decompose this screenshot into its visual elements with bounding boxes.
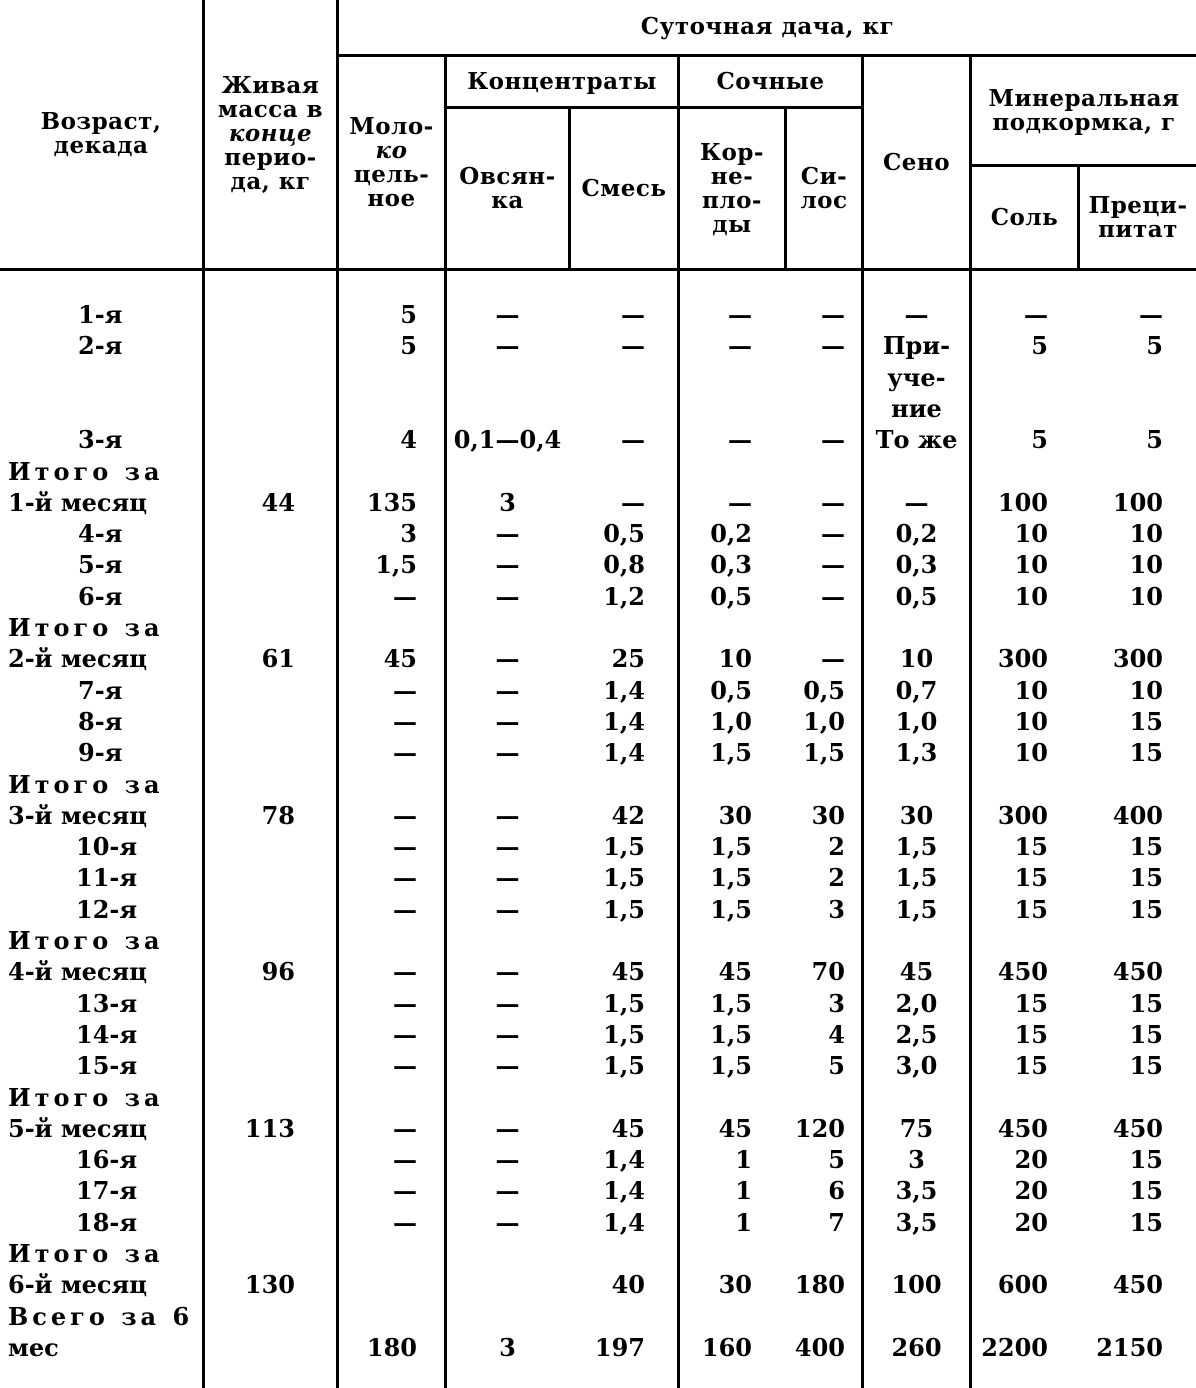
cell-oat: —: [495, 863, 520, 892]
cell-oat: —: [495, 676, 520, 705]
cell-precip: 450: [1112, 1270, 1163, 1299]
cell-milk: 1,5: [375, 550, 417, 579]
cell-silage: —: [821, 519, 845, 548]
cell-precip: 15: [1129, 895, 1163, 924]
cell-silage: 120: [794, 1114, 845, 1143]
row-label: 5-й месяц: [8, 1114, 148, 1143]
cell-hay: 0,7: [895, 676, 938, 705]
cell-salt: 5: [1031, 331, 1048, 360]
cell-mix: —: [621, 300, 645, 329]
cell-oat: —: [495, 895, 520, 924]
cell-milk: —: [393, 1114, 417, 1143]
cell-oat: 0,1—0,4: [453, 425, 562, 454]
cell-salt: 100: [997, 488, 1048, 517]
cell-hay: 3,5: [895, 1176, 938, 1205]
cell-hay: При-: [882, 331, 951, 360]
cell-hay: 0,3: [895, 550, 938, 579]
cell-milk: —: [393, 1051, 417, 1080]
cell-weight: 113: [244, 1114, 295, 1143]
row-label: Итого за: [8, 926, 164, 955]
cell-hay: 1,5: [895, 895, 938, 924]
cell-oat: —: [495, 644, 520, 673]
cell-precip: 400: [1112, 801, 1163, 830]
cell-weight: [205, 1333, 295, 1363]
cell-oat: —: [495, 801, 520, 830]
cell-silage: 1,0: [803, 707, 845, 736]
row-label: 6-й месяц: [8, 1270, 148, 1299]
cell-precip: 10: [1129, 550, 1163, 579]
cell-salt: 10: [1014, 550, 1048, 579]
cell-silage: 400: [794, 1333, 845, 1362]
cell-oat: —: [495, 300, 520, 329]
cell-roots: 30: [718, 801, 752, 830]
cell-milk: —: [393, 582, 417, 611]
cell-milk: —: [393, 832, 417, 861]
cell-roots: 1,5: [710, 863, 752, 892]
cell-hay: 3: [908, 1145, 925, 1174]
cell-salt: 300: [997, 801, 1048, 830]
header-daily: Суточная дача, кг: [640, 13, 895, 40]
cell-salt: 10: [1014, 582, 1048, 611]
cell-salt: 20: [1014, 1176, 1048, 1205]
cell-oat: 3: [499, 488, 516, 517]
cell-mix: 1,4: [603, 1176, 645, 1205]
cell-mix: 1,4: [603, 707, 645, 736]
cell-mix: 1,5: [603, 832, 645, 861]
cell-silage: —: [821, 550, 845, 579]
cell-hay: 10: [899, 644, 934, 673]
cell-oat: —: [495, 1051, 520, 1080]
cell-oat: —: [495, 519, 520, 548]
cell-milk: 180: [366, 1333, 417, 1362]
cell-milk: —: [393, 801, 417, 830]
cell-hay: 1,0: [895, 707, 938, 736]
cell-oat: —: [495, 1176, 520, 1205]
cell-salt: 20: [1014, 1145, 1048, 1174]
cell-mix: 40: [611, 1270, 645, 1299]
row-label: Всего за 6: [8, 1302, 194, 1331]
header-mix: Смесь: [581, 174, 667, 202]
row-label: 3-я: [78, 425, 123, 454]
cell-milk: 5: [400, 331, 417, 360]
cell-oat: —: [495, 707, 520, 736]
cell-hay: 1,5: [895, 863, 938, 892]
cell-roots: 1,5: [710, 1051, 752, 1080]
header-roots: Кор- не- пло- ды: [700, 138, 764, 238]
cell-salt: 600: [997, 1270, 1048, 1299]
cell-hay: —: [904, 488, 929, 517]
cell-roots: 0,5: [710, 582, 752, 611]
cell-oat: —: [495, 989, 520, 1018]
cell-silage: 2: [828, 832, 845, 861]
cell-salt: 10: [1014, 519, 1048, 548]
header-silage: Си- лос: [800, 162, 848, 214]
cell-roots: 1: [735, 1176, 752, 1205]
cell-mix: 1,4: [603, 738, 645, 767]
cell-mix: 1,4: [603, 676, 645, 705]
cell-salt: 5: [1031, 425, 1048, 454]
cell-milk: —: [393, 676, 417, 705]
row-label: Итого за: [8, 1083, 164, 1112]
row-label: мес: [8, 1333, 59, 1362]
cell-weight: 78: [261, 801, 295, 830]
row-label: 12-я: [76, 895, 138, 924]
cell-oat: —: [495, 738, 520, 767]
row-label: 14-я: [76, 1020, 138, 1049]
row-label: 15-я: [76, 1051, 138, 1080]
cell-silage: 7: [828, 1208, 845, 1237]
cell-hay: 3,0: [895, 1051, 938, 1080]
cell-hay: 1,3: [895, 738, 938, 767]
cell-roots: —: [728, 425, 752, 454]
cell-salt: 15: [1014, 989, 1048, 1018]
cell-mix: 1,5: [603, 989, 645, 1018]
row-label: 2-й месяц: [8, 644, 148, 673]
row-label: 3-й месяц: [8, 801, 148, 830]
row-label: 6-я: [78, 582, 123, 611]
row-label: Итого за: [8, 457, 164, 486]
header-milk: Моло- ко цель- ное: [349, 112, 434, 212]
cell-roots: 30: [718, 1270, 752, 1299]
cell-oat: —: [495, 331, 520, 360]
row-label: 1-я: [78, 300, 123, 329]
cell-hay: уче-: [887, 363, 946, 392]
cell-precip: 5: [1146, 331, 1163, 360]
cell-silage: 5: [828, 1051, 845, 1080]
cell-hay: 0,5: [895, 582, 938, 611]
row-label: Итого за: [8, 770, 164, 799]
cell-mix: —: [621, 331, 645, 360]
header-concentrates: Концентраты: [467, 67, 657, 95]
row-label: 7-я: [78, 676, 123, 705]
cell-milk: —: [393, 707, 417, 736]
cell-roots: 1,5: [710, 738, 752, 767]
cell-milk: 3: [400, 519, 417, 548]
cell-salt: 300: [997, 644, 1048, 673]
cell-milk: —: [393, 895, 417, 924]
cell-precip: 300: [1112, 644, 1163, 673]
cell-milk: 45: [383, 644, 417, 673]
cell-salt: 15: [1014, 832, 1048, 861]
cell-mix: 45: [611, 1114, 645, 1143]
cell-roots: 0,5: [710, 676, 752, 705]
cell-mix: 0,8: [603, 550, 645, 579]
row-label: 10-я: [76, 832, 138, 861]
cell-silage: —: [821, 488, 845, 517]
cell-precip: 15: [1129, 832, 1163, 861]
cell-hay: 260: [891, 1333, 942, 1362]
cell-silage: 6: [828, 1176, 845, 1205]
cell-precip: 15: [1129, 1145, 1163, 1174]
cell-mix: 1,4: [603, 1208, 645, 1237]
row-label: 8-я: [78, 707, 123, 736]
cell-roots: —: [728, 488, 752, 517]
cell-hay: 2,0: [895, 989, 938, 1018]
cell-salt: —: [1024, 300, 1048, 329]
cell-silage: 2: [828, 863, 845, 892]
header-bottom-rule: [0, 268, 1196, 271]
cell-milk: 135: [366, 488, 417, 517]
cell-weight: 130: [244, 1270, 295, 1299]
cell-mix: 1,5: [603, 863, 645, 892]
row-label: 4-й месяц: [8, 957, 148, 986]
cell-weight: 61: [261, 644, 295, 673]
cell-silage: 0,5: [803, 676, 845, 705]
cell-roots: 160: [701, 1333, 752, 1362]
cell-silage: 5: [828, 1145, 845, 1174]
cell-roots: 45: [718, 1114, 752, 1143]
cell-precip: 15: [1129, 989, 1163, 1018]
cell-milk: —: [393, 1176, 417, 1205]
cell-mix: 25: [611, 644, 645, 673]
cell-silage: —: [821, 644, 845, 673]
cell-silage: 3: [828, 989, 845, 1018]
cell-milk: 5: [400, 300, 417, 329]
row-label: 18-я: [76, 1208, 138, 1237]
cell-mix: 0,5: [603, 519, 645, 548]
cell-milk: —: [393, 1208, 417, 1237]
cell-oat: —: [495, 582, 520, 611]
cell-hay: 75: [899, 1114, 934, 1143]
cell-silage: —: [821, 331, 845, 360]
cell-silage: —: [821, 425, 845, 454]
cell-salt: 450: [997, 1114, 1048, 1143]
cell-mix: 42: [611, 801, 645, 830]
row-label: 4-я: [78, 519, 123, 548]
cell-precip: —: [1139, 300, 1163, 329]
cell-mix: 1,5: [603, 1020, 645, 1049]
cell-silage: 70: [811, 957, 845, 986]
cell-precip: 15: [1129, 1020, 1163, 1049]
header-mineral: Минеральная подкормка, г: [988, 84, 1180, 136]
cell-mix: 1,2: [603, 582, 645, 611]
cell-silage: 3: [828, 895, 845, 924]
cell-silage: 1,5: [803, 738, 845, 767]
row-label: 2-я: [78, 331, 123, 360]
cell-roots: —: [728, 331, 752, 360]
cell-precip: 100: [1112, 488, 1163, 517]
cell-hay: ние: [891, 394, 942, 423]
cell-roots: 1,5: [710, 832, 752, 861]
cell-hay: 2,5: [895, 1020, 938, 1049]
cell-hay: —: [904, 300, 929, 329]
row-label: Итого за: [8, 613, 164, 642]
header-hay: Сено: [882, 148, 951, 176]
cell-hay: 45: [899, 957, 934, 986]
header-precip: Преци- питат: [1088, 191, 1188, 243]
cell-salt: 15: [1014, 1051, 1048, 1080]
cell-roots: 0,3: [710, 550, 752, 579]
cell-mix: 1,5: [603, 1051, 645, 1080]
cell-silage: 30: [811, 801, 845, 830]
cell-salt: 15: [1014, 1020, 1048, 1049]
cell-mix: 45: [611, 957, 645, 986]
cell-salt: 10: [1014, 676, 1048, 705]
cell-oat: 3: [499, 1333, 516, 1362]
cell-weight: 96: [261, 957, 295, 986]
cell-precip: 15: [1129, 1051, 1163, 1080]
cell-oat: —: [495, 957, 520, 986]
cell-milk: —: [393, 738, 417, 767]
cell-precip: 15: [1129, 738, 1163, 767]
cell-oat: —: [495, 550, 520, 579]
cell-milk: —: [393, 1020, 417, 1049]
row-label: Итого за: [8, 1239, 164, 1268]
row-label: 17-я: [76, 1176, 138, 1205]
cell-precip: 5: [1146, 425, 1163, 454]
row-label: 16-я: [76, 1145, 138, 1174]
cell-oat: —: [495, 1145, 520, 1174]
cell-precip: 10: [1129, 582, 1163, 611]
cell-roots: 1: [735, 1145, 752, 1174]
cell-roots: 45: [718, 957, 752, 986]
cell-milk: —: [393, 1145, 417, 1174]
cell-precip: 450: [1112, 957, 1163, 986]
row-label: 5-я: [78, 550, 123, 579]
cell-precip: 450: [1112, 1114, 1163, 1143]
cell-hay: 100: [891, 1270, 942, 1299]
cell-salt: 450: [997, 957, 1048, 986]
cell-hay: 0,2: [895, 519, 938, 548]
cell-mix: —: [621, 425, 645, 454]
cell-roots: 1: [735, 1208, 752, 1237]
cell-roots: —: [728, 300, 752, 329]
cell-roots: 0,2: [710, 519, 752, 548]
cell-roots: 1,5: [710, 989, 752, 1018]
row-label: 13-я: [76, 989, 138, 1018]
cell-silage: 180: [794, 1270, 845, 1299]
cell-roots: 1,0: [710, 707, 752, 736]
cell-salt: 15: [1014, 863, 1048, 892]
cell-salt: 2200: [981, 1333, 1048, 1362]
cell-oat: —: [495, 1020, 520, 1049]
cell-mix: 197: [594, 1333, 645, 1362]
cell-hay: 30: [899, 801, 934, 830]
cell-mix: —: [621, 488, 645, 517]
cell-hay: То же: [875, 425, 958, 454]
cell-roots: 1,5: [710, 895, 752, 924]
cell-salt: 10: [1014, 707, 1048, 736]
cell-precip: 15: [1129, 1176, 1163, 1205]
row-label: 9-я: [78, 738, 123, 767]
cell-roots: 10: [718, 644, 752, 673]
cell-silage: —: [821, 582, 845, 611]
cell-milk: —: [393, 957, 417, 986]
header-weight: Живая масса в конце перио- да, кг: [217, 72, 324, 195]
cell-milk: —: [393, 863, 417, 892]
cell-mix: 1,4: [603, 1145, 645, 1174]
cell-precip: 10: [1129, 519, 1163, 548]
header-age: Возраст, декада: [40, 108, 162, 159]
cell-precip: 2150: [1096, 1333, 1163, 1362]
cell-oat: —: [495, 1114, 520, 1143]
cell-mix: 1,5: [603, 895, 645, 924]
cell-precip: 15: [1129, 707, 1163, 736]
cell-milk: —: [393, 989, 417, 1018]
header-succulent: Сочные: [716, 67, 825, 95]
cell-silage: —: [821, 300, 845, 329]
cell-weight: 44: [261, 488, 295, 517]
row-label: 11-я: [76, 863, 138, 892]
cell-oat: —: [495, 1208, 520, 1237]
row-label: 1-й месяц: [8, 488, 148, 517]
cell-salt: 20: [1014, 1208, 1048, 1237]
cell-precip: 10: [1129, 676, 1163, 705]
header-oat: Овсян- ка: [459, 162, 556, 214]
cell-salt: 15: [1014, 895, 1048, 924]
cell-precip: 15: [1129, 1208, 1163, 1237]
cell-hay: 3,5: [895, 1208, 938, 1237]
cell-salt: 10: [1014, 738, 1048, 767]
header-salt: Соль: [990, 203, 1059, 231]
cell-oat: —: [495, 832, 520, 861]
cell-silage: 4: [828, 1020, 845, 1049]
cell-roots: 1,5: [710, 1020, 752, 1049]
cell-milk: 4: [400, 425, 417, 454]
cell-hay: 1,5: [895, 832, 938, 861]
cell-precip: 15: [1129, 863, 1163, 892]
